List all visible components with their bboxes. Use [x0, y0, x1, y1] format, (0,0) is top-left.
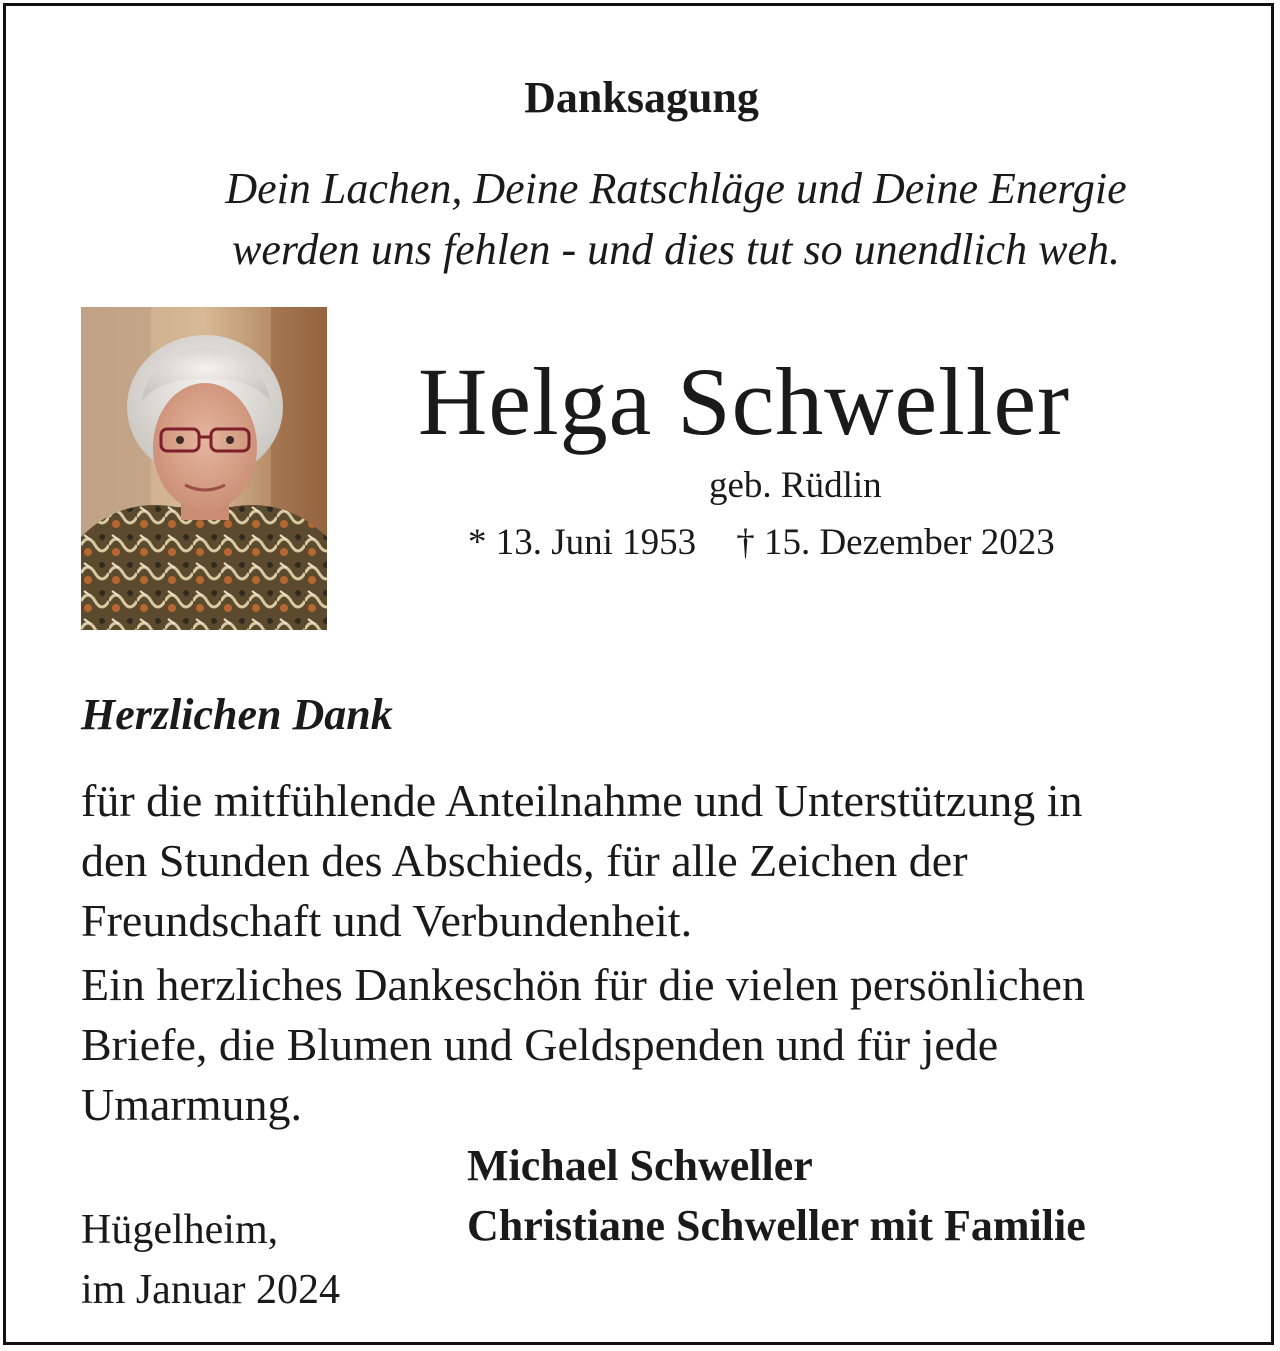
- life-dates: [468, 521, 1055, 565]
- date: im Januar 2024: [81, 1267, 340, 1313]
- death-date: † 15. Dezember 2023: [736, 522, 1055, 563]
- signatory-2: Christiane Schweller mit Familie: [467, 1201, 1086, 1250]
- body-line-3: Freundschaft und Verbundenheit.: [81, 895, 693, 946]
- maiden-name: geb. Rüdlin: [709, 465, 882, 506]
- signatory-1: Michael Schweller: [467, 1141, 813, 1190]
- birth-date: * 13. Juni 1953: [468, 522, 697, 563]
- body-line-6: Umarmung.: [81, 1079, 303, 1130]
- place: Hügelheim,: [81, 1207, 279, 1253]
- quote-line-1: Dein Lachen, Deine Ratschläge und Deine Energie: [225, 164, 1127, 213]
- deceased-name: Helga Schweller: [418, 348, 1071, 455]
- body-line-4: Ein herzliches Dankeschön für die vielen persönlichen: [81, 959, 1085, 1010]
- body-line-1: für die mitfühlende Anteilnahme und Unterstützung in: [81, 775, 1083, 826]
- portrait-photo: [81, 307, 327, 630]
- obituary-notice: [3, 3, 1274, 1345]
- body-line-2: den Stunden des Abschieds, für alle Zeichen der: [81, 835, 968, 886]
- notice-heading: Danksagung: [524, 73, 759, 122]
- thanks-title: Herzlichen Dank: [81, 690, 393, 739]
- quote-line-2: werden uns fehlen - und dies tut so unendlich weh.: [231, 225, 1120, 274]
- body-line-5: Briefe, die Blumen und Geldspenden und für jede: [81, 1019, 999, 1070]
